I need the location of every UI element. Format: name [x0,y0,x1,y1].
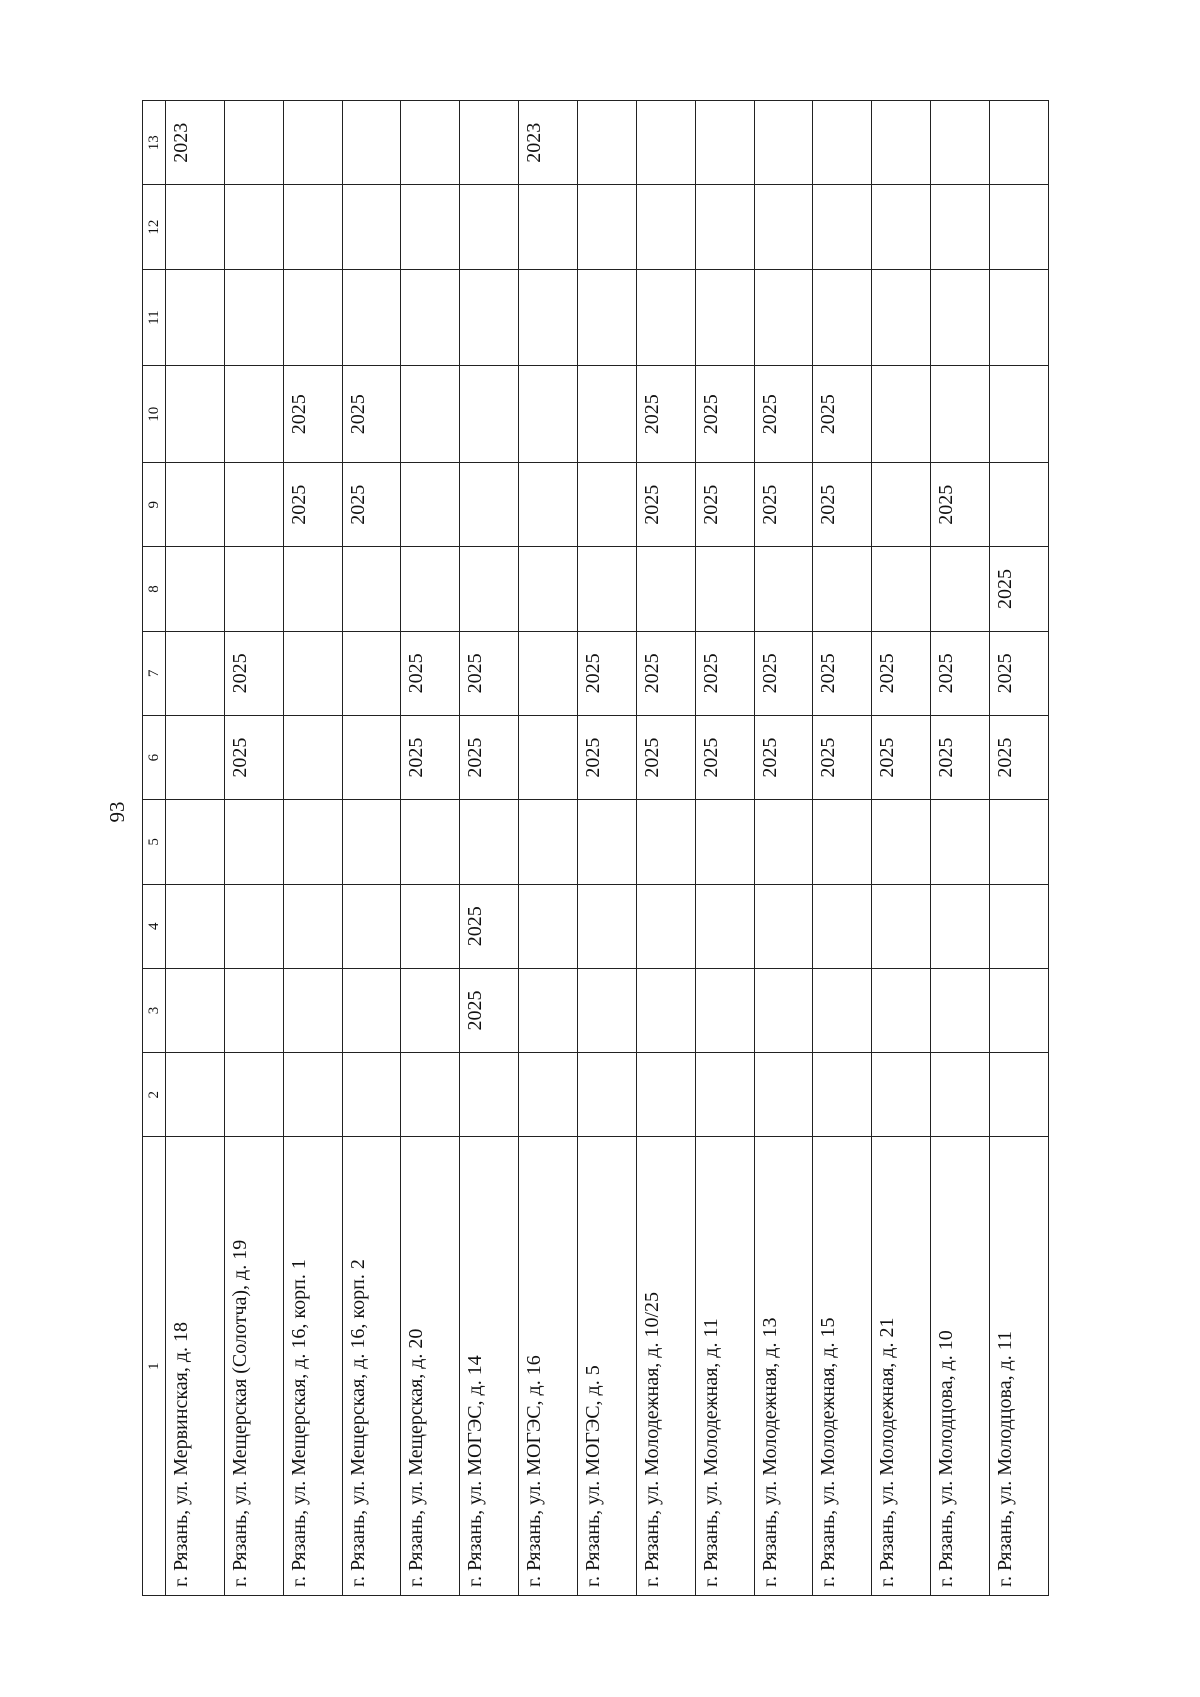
year-cell-c4: 2025 [460,884,519,968]
year-cell-c5 [636,800,695,884]
year-cell-c12 [636,185,695,269]
table-row [813,101,872,1596]
year-cell-c6: 2025 [401,715,460,799]
table-row [401,101,460,1596]
table-row [166,101,225,1596]
year-cell-c4 [872,884,931,968]
year-cell-c10 [401,366,460,463]
year-cell-c7: 2025 [695,631,754,715]
year-cell-c13 [931,101,990,185]
year-cell-c5 [460,800,519,884]
year-cell-c10 [578,366,637,463]
column-header: 5 [143,800,166,884]
year-cell-c8 [401,547,460,631]
year-cell-c10 [166,366,225,463]
year-cell-c13 [636,101,695,185]
address-cell: г. Рязань, ул. Молодежная, д. 13 [754,1137,813,1596]
year-cell-c4 [224,884,283,968]
column-header: 7 [143,631,166,715]
year-cell-c5 [166,800,225,884]
rotated-table-frame [142,100,1049,1596]
year-cell-c12 [813,185,872,269]
year-cell-c4 [401,884,460,968]
table-row [931,101,990,1596]
year-cell-c13: 2023 [166,101,225,185]
year-cell-c3 [578,968,637,1052]
address-cell: г. Рязань, ул. Мещерская (Солотча), д. 19 [224,1137,283,1596]
year-cell-c12 [166,185,225,269]
year-cell-c11 [224,269,283,366]
year-cell-c3 [872,968,931,1052]
year-cell-c6: 2025 [224,715,283,799]
year-cell-c11 [283,269,342,366]
year-cell-c9 [460,463,519,547]
table-body [166,101,1049,1596]
address-cell: г. Рязань, ул. Молодежная, д. 10/25 [636,1137,695,1596]
year-cell-c11 [460,269,519,366]
year-cell-c3 [166,968,225,1052]
table-row [578,101,637,1596]
year-cell-c6 [519,715,578,799]
year-cell-c2 [401,1053,460,1137]
column-header: 2 [143,1053,166,1137]
year-cell-c13 [283,101,342,185]
year-cell-c9 [990,463,1049,547]
year-cell-c8: 2025 [990,547,1049,631]
year-cell-c3 [224,968,283,1052]
year-cell-c12 [519,185,578,269]
year-cell-c7: 2025 [401,631,460,715]
year-cell-c4 [636,884,695,968]
year-cell-c7: 2025 [931,631,990,715]
year-cell-c10 [519,366,578,463]
address-cell: г. Рязань, ул. МОГЭС, д. 5 [578,1137,637,1596]
year-cell-c13 [460,101,519,185]
year-cell-c10: 2025 [695,366,754,463]
year-cell-c13 [224,101,283,185]
address-cell: г. Рязань, ул. МОГЭС, д. 14 [460,1137,519,1596]
year-cell-c9 [401,463,460,547]
year-cell-c6: 2025 [460,715,519,799]
year-cell-c8 [460,547,519,631]
year-cell-c8 [754,547,813,631]
year-cell-c9 [872,463,931,547]
column-header: 4 [143,884,166,968]
year-cell-c5 [990,800,1049,884]
year-cell-c8 [224,547,283,631]
year-cell-c8 [872,547,931,631]
year-cell-c8 [166,547,225,631]
year-cell-c13 [754,101,813,185]
year-cell-c7 [166,631,225,715]
year-cell-c7 [342,631,401,715]
year-cell-c2 [224,1053,283,1137]
address-cell: г. Рязань, ул. Мервинская, д. 18 [166,1137,225,1596]
year-cell-c2 [283,1053,342,1137]
table-row [990,101,1049,1596]
year-cell-c11 [166,269,225,366]
page-number: 93 [105,801,129,823]
address-cell: г. Рязань, ул. Мещерская, д. 20 [401,1137,460,1596]
year-cell-c12 [931,185,990,269]
year-cell-c13 [872,101,931,185]
year-cell-c3 [754,968,813,1052]
year-cell-c6: 2025 [931,715,990,799]
year-cell-c3 [342,968,401,1052]
year-cell-c7: 2025 [872,631,931,715]
year-cell-c11 [695,269,754,366]
year-cell-c7: 2025 [224,631,283,715]
year-cell-c3 [931,968,990,1052]
column-header: 1 [143,1137,166,1596]
year-cell-c8 [519,547,578,631]
year-cell-c11 [931,269,990,366]
column-header: 13 [143,101,166,185]
year-cell-c2 [578,1053,637,1137]
year-cell-c6: 2025 [695,715,754,799]
year-cell-c3 [695,968,754,1052]
year-cell-c2 [636,1053,695,1137]
year-cell-c2 [990,1053,1049,1137]
year-cell-c5 [401,800,460,884]
year-cell-c2 [342,1053,401,1137]
year-cell-c5 [342,800,401,884]
year-cell-c9: 2025 [813,463,872,547]
table-row [636,101,695,1596]
year-cell-c4 [578,884,637,968]
year-cell-c4 [813,884,872,968]
address-cell: г. Рязань, ул. Молодежная, д. 11 [695,1137,754,1596]
year-cell-c9 [166,463,225,547]
year-cell-c12 [872,185,931,269]
year-cell-c10 [990,366,1049,463]
year-cell-c7: 2025 [636,631,695,715]
year-cell-c9 [224,463,283,547]
year-cell-c9: 2025 [695,463,754,547]
year-cell-c5 [813,800,872,884]
year-cell-c11 [401,269,460,366]
year-cell-c13 [695,101,754,185]
year-cell-c4 [342,884,401,968]
year-cell-c6: 2025 [872,715,931,799]
year-cell-c7 [519,631,578,715]
year-cell-c6 [166,715,225,799]
column-header: 12 [143,185,166,269]
table-row [872,101,931,1596]
year-cell-c10 [872,366,931,463]
year-cell-c10 [224,366,283,463]
table-container [142,100,1049,1596]
address-cell: г. Рязань, ул. Мещерская, д. 16, корп. 1 [283,1137,342,1596]
year-cell-c6: 2025 [754,715,813,799]
year-cell-c5 [283,800,342,884]
year-cell-c7: 2025 [578,631,637,715]
year-cell-c2 [754,1053,813,1137]
year-cell-c13 [342,101,401,185]
year-cell-c10 [460,366,519,463]
header-row [143,101,166,1596]
year-cell-c10: 2025 [754,366,813,463]
year-cell-c5 [754,800,813,884]
year-cell-c2 [695,1053,754,1137]
column-header: 8 [143,547,166,631]
address-cell: г. Рязань, ул. Молодежная, д. 21 [872,1137,931,1596]
year-cell-c10: 2025 [283,366,342,463]
year-cell-c3 [519,968,578,1052]
year-cell-c10: 2025 [813,366,872,463]
year-cell-c2 [872,1053,931,1137]
year-cell-c3 [990,968,1049,1052]
scan-speck [1098,783,1116,811]
year-cell-c3 [283,968,342,1052]
year-cell-c12 [283,185,342,269]
table-row [460,101,519,1596]
year-cell-c2 [460,1053,519,1137]
year-cell-c12 [224,185,283,269]
address-cell: г. Рязань, ул. Молодцова, д. 10 [931,1137,990,1596]
year-cell-c10 [931,366,990,463]
year-cell-c11 [578,269,637,366]
year-cell-c8 [342,547,401,631]
address-cell: г. Рязань, ул. Молодежная, д. 15 [813,1137,872,1596]
year-cell-c4 [695,884,754,968]
year-cell-c12 [990,185,1049,269]
year-cell-c12 [754,185,813,269]
year-cell-c8 [578,547,637,631]
year-cell-c11 [636,269,695,366]
year-cell-c5 [931,800,990,884]
table-row [519,101,578,1596]
year-cell-c5 [695,800,754,884]
year-cell-c3 [636,968,695,1052]
year-cell-c5 [578,800,637,884]
year-cell-c13 [578,101,637,185]
year-cell-c5 [224,800,283,884]
year-cell-c11 [754,269,813,366]
table-row [695,101,754,1596]
year-cell-c12 [401,185,460,269]
column-header: 6 [143,715,166,799]
year-cell-c2 [166,1053,225,1137]
year-cell-c2 [931,1053,990,1137]
year-cell-c4 [166,884,225,968]
year-cell-c9: 2025 [754,463,813,547]
year-cell-c10: 2025 [342,366,401,463]
year-cell-c11 [872,269,931,366]
year-cell-c13 [813,101,872,185]
column-header: 3 [143,968,166,1052]
table-row [754,101,813,1596]
year-cell-c9: 2025 [931,463,990,547]
year-cell-c5 [519,800,578,884]
year-cell-c6 [283,715,342,799]
year-cell-c8 [813,547,872,631]
year-cell-c11 [519,269,578,366]
year-cell-c9 [519,463,578,547]
year-cell-c9: 2025 [342,463,401,547]
year-cell-c3 [401,968,460,1052]
table-row [283,101,342,1596]
year-cell-c6 [342,715,401,799]
column-header: 10 [143,366,166,463]
year-cell-c4 [931,884,990,968]
year-cell-c7: 2025 [990,631,1049,715]
year-cell-c10: 2025 [636,366,695,463]
year-cell-c9: 2025 [283,463,342,547]
year-cell-c6: 2025 [813,715,872,799]
year-cell-c9: 2025 [636,463,695,547]
year-cell-c8 [283,547,342,631]
table-row [224,101,283,1596]
year-cell-c3: 2025 [460,968,519,1052]
year-cell-c7: 2025 [754,631,813,715]
year-cell-c7: 2025 [813,631,872,715]
year-cell-c4 [990,884,1049,968]
year-cell-c12 [342,185,401,269]
column-header: 9 [143,463,166,547]
year-cell-c7: 2025 [460,631,519,715]
year-cell-c12 [695,185,754,269]
year-cell-c11 [813,269,872,366]
year-cell-c13 [990,101,1049,185]
year-cell-c6: 2025 [578,715,637,799]
year-cell-c7 [283,631,342,715]
address-cell: г. Рязань, ул. Мещерская, д. 16, корп. 2 [342,1137,401,1596]
year-cell-c8 [636,547,695,631]
column-header: 11 [143,269,166,366]
year-cell-c2 [813,1053,872,1137]
year-cell-c8 [695,547,754,631]
year-cell-c4 [754,884,813,968]
year-cell-c13: 2023 [519,101,578,185]
address-cell: г. Рязань, ул. Молодцова, д. 11 [990,1137,1049,1596]
address-cell: г. Рязань, ул. МОГЭС, д. 16 [519,1137,578,1596]
year-cell-c12 [578,185,637,269]
year-cell-c5 [872,800,931,884]
year-cell-c6: 2025 [636,715,695,799]
year-cell-c6: 2025 [990,715,1049,799]
year-cell-c9 [578,463,637,547]
schedule-table [142,100,1049,1596]
year-cell-c12 [460,185,519,269]
year-cell-c11 [342,269,401,366]
table-row [342,101,401,1596]
year-cell-c13 [401,101,460,185]
year-cell-c3 [813,968,872,1052]
year-cell-c4 [283,884,342,968]
year-cell-c2 [519,1053,578,1137]
year-cell-c11 [990,269,1049,366]
year-cell-c4 [519,884,578,968]
year-cell-c8 [931,547,990,631]
